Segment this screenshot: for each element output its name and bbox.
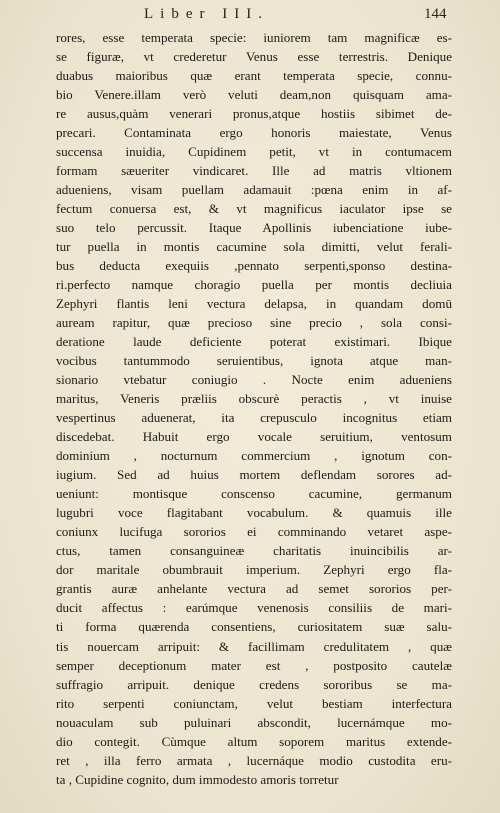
running-head: Liber III. [144,6,269,22]
text-line: ta , Cupidine cognito, dum immodesto amoris torretur [56,771,339,787]
page-number: 144 [424,6,447,22]
text-line: ri.perfecto namque choragio puella per montis decliuia [56,277,452,293]
text-line: discedebat. Habuit ergo vocale seruitium, ventosum [56,429,452,445]
text-line: tur puella in montis cacumine sola dimitti, velut ferali- [56,239,452,255]
text-line: maritus, Veneris præliis obscurè peractis , vt inuise [56,391,452,407]
text-line: dio contegit. Cùmque altum soporem maritus extende- [56,733,452,749]
text-line: bus deducta exequiis ,pennato serpenti,sponso destina- [56,258,452,274]
text-line: ducit affectus : earúmque venenosis consiliis de mari- [56,600,452,616]
text-line: suo telo percussit. Itaque Apollinis iubenciatione iube- [56,220,452,236]
text-line: se figuræ, vt crederetur Venus esse terrestris. Denique [56,49,452,65]
text-line: duabus maioribus quæ erant temperata specie, connu- [56,68,452,84]
text-line: suffragio arripuit. denique credens sororibus se ma- [56,676,452,692]
text-line: ctus, tamen consanguineæ charitatis inuincibilis ar- [56,543,452,559]
text-line: rores, esse temperata specie: iuniorem tam magnificæ es- [56,30,452,45]
text-line: grantis auræ anhelante vectura ad semet sororios per- [56,581,452,597]
text-line: dominium , nocturnum commercium , ignotum con- [56,448,452,464]
text-line: auream rapitur, quæ precioso sine precio , sola consi- [56,315,452,331]
text-line: semper deceptionum mater est , postposito cautelæ [56,657,452,673]
text-line: succensa inuidia, Cupidinem petit, vt in contumacem [56,144,452,160]
text-line: Zephyri flantis leni vectura delapsa, in quandam domū [56,296,452,312]
text-line: re ausus,quàm venerari pronus,atque hostiis sibimet de- [56,106,452,122]
text-line: bio Venere.illam verò veluti deam,non quisquam ama- [56,87,452,103]
text-line: adueniens, visam puellam adamauit :pœna enim in af- [56,182,452,198]
text-line: nouaculam sub puluinari abscondit, lucernámque mo- [56,714,452,730]
text-line: precari. Contaminata ergo honoris maiestate, Venus [56,125,452,141]
text-line: rito serpenti coniunctam, velut bestiam interfectura [56,695,452,711]
text-line: lugubri voce flagitabant vocabulum. & quamuis ille [56,505,452,521]
text-line: coniunx lucifuga sororios ei comminando vetaret aspe- [56,524,452,540]
text-line: dor maritale obumbrauit imperium. Zephyri ergo fla- [56,562,452,578]
text-line: fectum conuersa est, & vt magnificus iaculator ipse se [56,201,452,217]
text-line: sionario vtebatur coniugio . Nocte enim adueniens [56,372,452,388]
text-line: iugium. Sed ad huius mortem deflendam sorores ad- [56,467,452,483]
text-line: ti forma quærenda consentiens, curiositatem suæ salu- [56,619,452,635]
text-line: formam sæueriter vindicaret. Ille ad matris vltionem [56,163,452,179]
text-line: vocibus tantummodo seruientibus, ignota atque man- [56,353,452,369]
text-line: ueniunt: montisque conscenso cacumine, germanum [56,486,452,502]
text-line: deratione laude deficiente poterat existimari. Ibique [56,334,452,350]
body-text [56,28,452,789]
text-line: ret , illa ferro armata , lucernáque modio custodita eru- [56,752,452,768]
text-line: tis nouercam arripuit: & facillimam credulitatem , quæ [56,638,452,654]
text-line: vespertinus aduenerat, ita crepusculo incognitus etiam [56,410,452,426]
